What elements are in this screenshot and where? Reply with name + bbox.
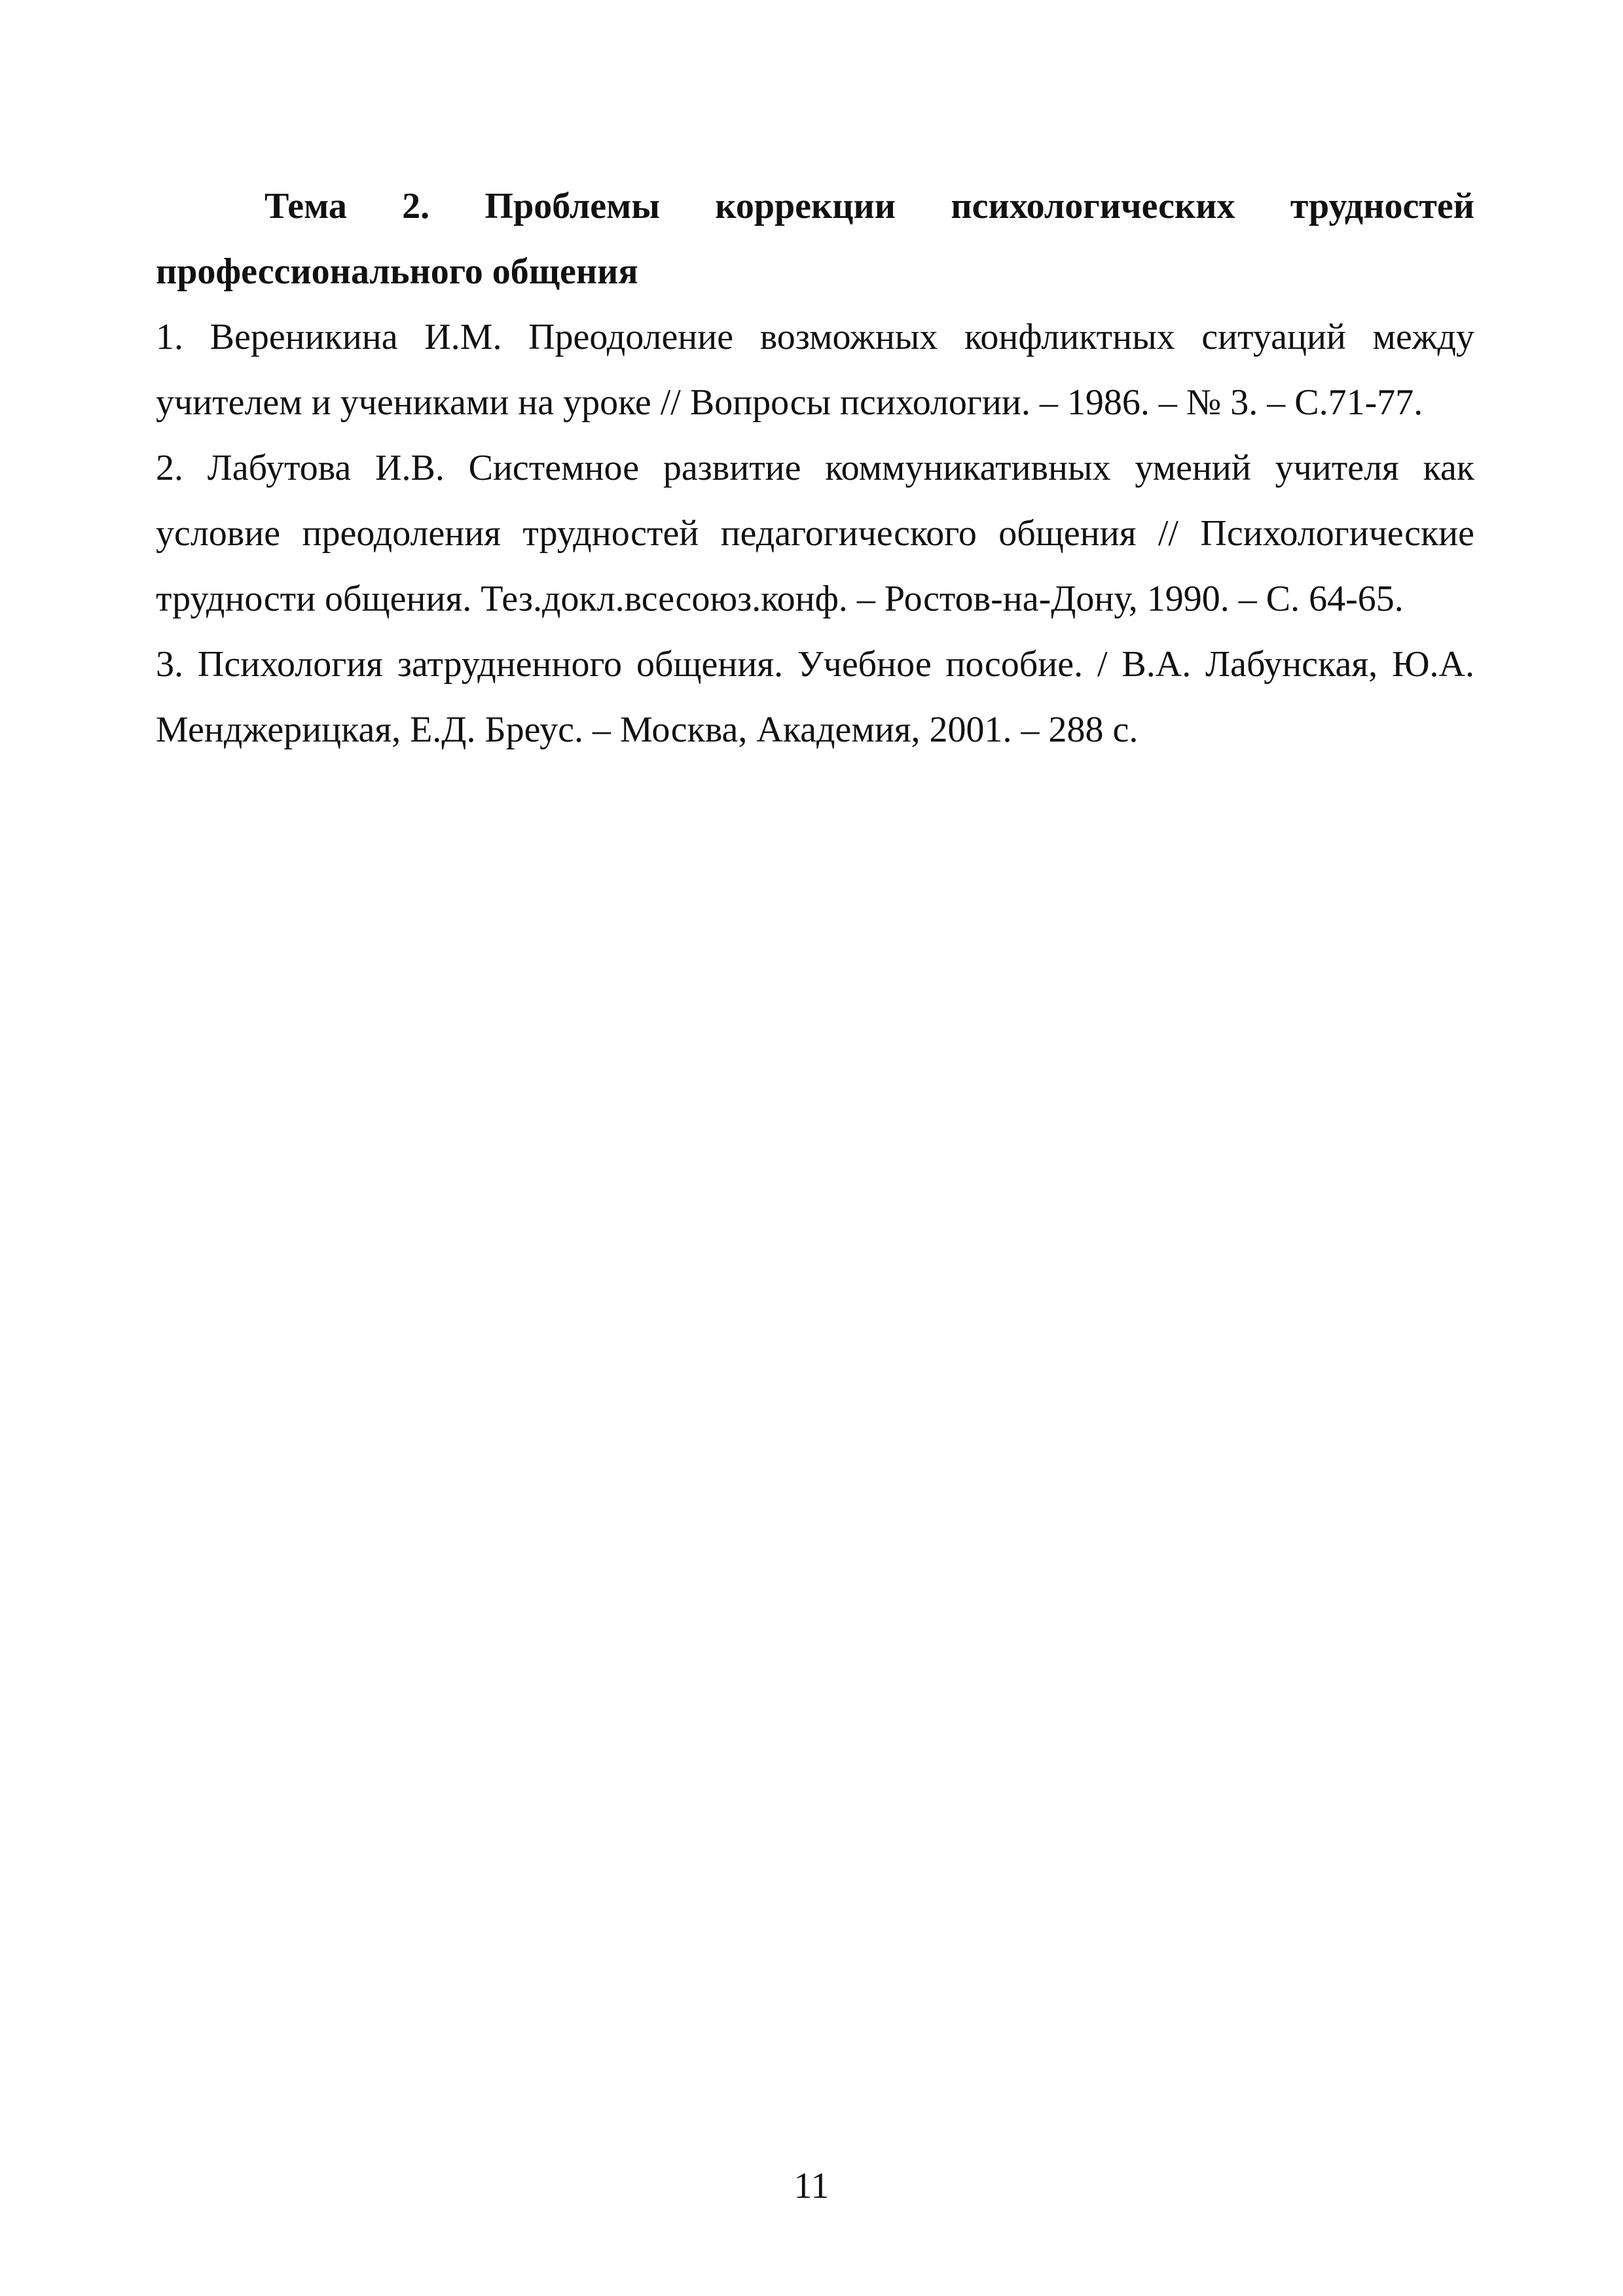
reference-item: 1. Вереникина И.М. Преодоление возможных конфликтных ситуаций между учителем и учениками на уроке // Вопросы психологии. – 1986. – № 3. – С.71-77.	[156, 317, 1474, 423]
reference-item: 3. Психология затрудненного общения. Учебное пособие. / В.А. Лабунская, Ю.А. Менджерицкая, Е.Д. Бреус. – Москва, Академия, 2001. – 288 с.	[156, 644, 1474, 750]
page-number: 11	[793, 2166, 830, 2206]
page-content	[156, 173, 1474, 762]
reference-item: 2. Лабутова И.В. Системное развитие коммуникативных умений учителя как условие преодоления трудностей педагогического общения // Психологические трудности общения. Тез.докл.всесоюз.конф. – Ростов-на-Дону, 1990. – С. 64-65.	[156, 448, 1474, 619]
section-heading: Тема 2. Проблемы коррекции психологических трудностей профессионального общения	[156, 186, 1474, 292]
